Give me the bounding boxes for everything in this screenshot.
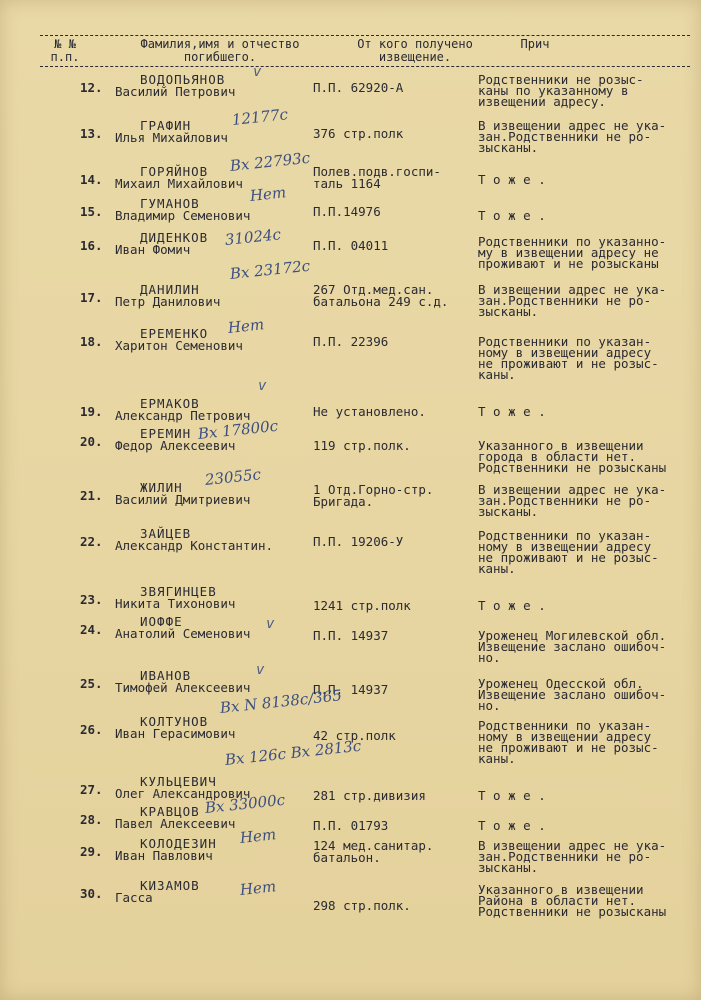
row-number: 13. <box>80 126 103 141</box>
row-surname: ЗАЙЦЕВ <box>140 526 192 541</box>
row-source: Полев.подв.госпи- таль 1164 <box>313 164 441 191</box>
row-number: 28. <box>80 812 103 827</box>
row-given-name: Василий Дмитриевич <box>115 492 251 507</box>
row-surname: ЖИЛИН <box>140 480 183 495</box>
row-number: 24. <box>80 622 103 637</box>
row-reason: В извещении адрес не ука- зан.Родственники не ро- зысканы. <box>478 282 667 319</box>
header-top-rule <box>40 35 690 36</box>
row-given-name: Олег Александрович <box>115 786 251 801</box>
handwritten-note: 23055с <box>204 465 262 489</box>
row-surname: ГУМАНОВ <box>140 196 200 211</box>
row-number: 15. <box>80 204 103 219</box>
row-given-name: Александр Петрович <box>115 408 251 423</box>
row-surname: ИОФФЕ <box>140 614 183 629</box>
row-number: 22. <box>80 534 103 549</box>
row-source: П.П. 14937 <box>313 682 389 697</box>
handwritten-note: Вх 22793с <box>229 148 311 175</box>
row-given-name: Тимофей Алексеевич <box>115 680 251 695</box>
row-surname: ВОДОПЬЯНОВ <box>140 72 226 87</box>
row-surname: ЕРЕМИН <box>140 426 192 441</box>
row-number: 25. <box>80 676 103 691</box>
row-given-name: Петр Данилович <box>115 294 221 309</box>
row-given-name: Иван Герасимович <box>115 726 236 741</box>
row-source: П.П. 04011 <box>313 238 389 253</box>
handwritten-note: Вх 33000с <box>204 790 286 817</box>
header-col-number: № № п.п. <box>50 37 80 64</box>
header-bottom-rule <box>40 66 690 67</box>
row-surname: КИЗАМОВ <box>140 878 200 893</box>
header-col-source: От кого получено извещение. <box>357 37 473 64</box>
row-surname: ЗВЯГИНЦЕВ <box>140 584 217 599</box>
row-surname: КОЛОДЕЗИН <box>140 836 217 851</box>
handwritten-note: Нет <box>249 183 287 205</box>
row-number: 21. <box>80 488 103 503</box>
row-number: 18. <box>80 334 103 349</box>
row-surname: ГОРЯЙНОВ <box>140 164 209 179</box>
row-surname: ДАНИЛИН <box>140 282 200 297</box>
handwritten-note: 31024с <box>224 225 282 249</box>
row-surname: ДИДЕНКОВ <box>140 230 209 245</box>
table-header <box>40 35 690 75</box>
row-source: 281 стр.дивизия <box>313 788 426 803</box>
handwritten-note: Нет <box>227 315 265 337</box>
row-given-name: Василий Петрович <box>115 84 236 99</box>
row-reason: В извещении адрес не ука- зан.Родственники не ро- зысканы. <box>478 838 667 875</box>
row-given-name: Гасса <box>115 890 153 905</box>
row-reason: Родственники по указан- ному в извещении адресу не проживают и не розыс- каны. <box>478 718 659 766</box>
handwritten-note: Вх 17800с <box>197 416 279 443</box>
row-source: П.П. 14937 <box>313 628 389 643</box>
row-reason: Указанного в извещении города в области нет. Родственники не розысканы <box>478 438 667 475</box>
row-source: 119 стр.полк. <box>313 438 411 453</box>
row-given-name: Михаил Михайлович <box>115 176 243 191</box>
row-given-name: Павел Алексеевич <box>115 816 236 831</box>
row-source: 1241 стр.полк <box>313 598 411 613</box>
row-reason: В извещении адрес не ука- зан.Родственники не ро- зысканы. <box>478 482 667 519</box>
row-given-name: Александр Константин. <box>115 538 274 553</box>
row-reason: Указанного в извещении Района в области нет. Родственники не розысканы <box>478 882 667 919</box>
row-given-name: Владимир Семенович <box>115 208 251 223</box>
row-given-name: Федор Алексеевич <box>115 438 236 453</box>
row-number: 23. <box>80 592 103 607</box>
row-reason: Т о ж е . <box>478 208 546 223</box>
row-source: 1 Отд.Горно-стр. Бригада. <box>313 482 434 509</box>
row-number: 30. <box>80 886 103 901</box>
row-reason: Т о ж е . <box>478 598 546 613</box>
check-mark: v <box>266 616 275 632</box>
check-mark: v <box>253 64 262 80</box>
row-source: 298 стр.полк. <box>313 898 411 913</box>
row-surname: ЕРЕМЕНКО <box>140 326 209 341</box>
row-number: 14. <box>80 172 103 187</box>
row-number: 12. <box>80 80 103 95</box>
row-surname: КРАВЦОВ <box>140 804 200 819</box>
handwritten-note: Нет <box>239 825 277 847</box>
row-given-name: Харитон Семенович <box>115 338 243 353</box>
row-reason: Уроженец Одесской обл. Извещение заслано ошибоч- но. <box>478 676 667 713</box>
row-reason: Т о ж е . <box>478 404 546 419</box>
row-number: 19. <box>80 404 103 419</box>
row-reason: Родственники по указан- ному в извещении адресу не проживают и не розыс- каны. <box>478 334 659 382</box>
header-col-reason: Прич <box>520 37 550 51</box>
row-surname: ГРАФИН <box>140 118 192 133</box>
row-number: 27. <box>80 782 103 797</box>
row-given-name: Илья Михайлович <box>115 130 228 145</box>
row-reason: Уроженец Могилевской обл. Извещение заслано ошибоч- но. <box>478 628 667 665</box>
row-source: П.П. 01793 <box>313 818 389 833</box>
row-surname: КОЛТУНОВ <box>140 714 209 729</box>
row-reason: Т о ж е . <box>478 818 546 833</box>
row-reason: Родственники не розыс- каны по указанному в извещении адресу. <box>478 72 644 109</box>
row-given-name: Иван Павлович <box>115 848 213 863</box>
row-source: П.П. 62920-А <box>313 80 404 95</box>
row-number: 17. <box>80 290 103 305</box>
header-col-name: Фамилия,имя и отчество погибшего. <box>140 37 300 64</box>
row-reason: Т о ж е . <box>478 172 546 187</box>
row-reason: В извещении адрес не ука- зан.Родственники не ро- зысканы. <box>478 118 667 155</box>
row-reason: Т о ж е . <box>478 788 546 803</box>
handwritten-note: Вх 126с Вх 2813с <box>224 736 363 769</box>
row-given-name: Анатолий Семенович <box>115 626 251 641</box>
row-surname: ЕРМАКОВ <box>140 396 200 411</box>
row-number: 26. <box>80 722 103 737</box>
handwritten-note: 12177с <box>231 105 289 129</box>
row-source: П.П.14976 <box>313 204 381 219</box>
row-surname: ИВАНОВ <box>140 668 192 683</box>
row-given-name: Иван Фомич <box>115 242 191 257</box>
row-source: 376 стр.полк <box>313 126 404 141</box>
row-source: Не установлено. <box>313 404 426 419</box>
row-number: 20. <box>80 434 103 449</box>
row-source: П.П. 19206-У <box>313 534 404 549</box>
handwritten-note: Вх 23172с <box>229 256 311 283</box>
row-surname: КУЛЬЦЕВИЧ <box>140 774 217 789</box>
handwritten-note: Вх N 8138с/365 <box>219 686 343 717</box>
check-mark: v <box>256 662 265 678</box>
row-number: 29. <box>80 844 103 859</box>
row-source: 267 Отд.мед.сан. батальона 249 с.д. <box>313 282 449 309</box>
handwritten-note: Нет <box>239 877 277 899</box>
row-reason: Родственники по указанно- му в извещении адресу не проживают и не розысканы <box>478 234 667 271</box>
row-source: П.П. 22396 <box>313 334 389 349</box>
row-source: 42 стр.полк <box>313 728 396 743</box>
check-mark: v <box>258 378 267 394</box>
row-number: 16. <box>80 238 103 253</box>
row-reason: Родственники по указан- ному в извещении адресу не проживают и не розыс- каны. <box>478 528 659 576</box>
row-source: 124 мед.санитар. батальон. <box>313 838 434 865</box>
row-given-name: Никита Тихонович <box>115 596 236 611</box>
